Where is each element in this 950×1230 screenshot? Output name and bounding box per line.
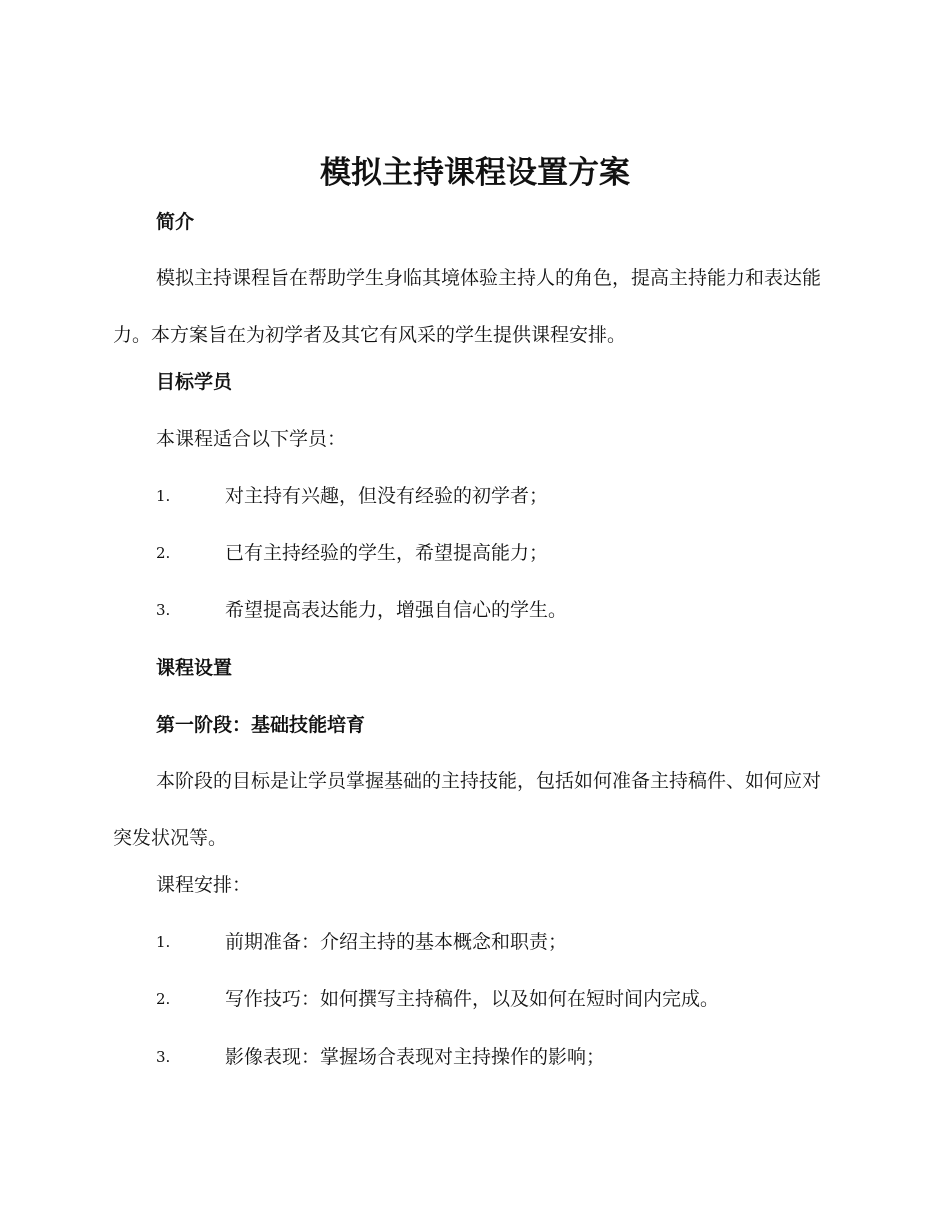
list-item-number: 3. [156,1048,171,1066]
section-heading-target: 目标学员 [156,371,233,393]
list-item-text: 影像表现：掌握场合表现对主持操作的影响； [225,1046,606,1068]
list-item-text: 前期准备：介绍主持的基本概念和职责； [225,931,568,953]
list-item-text: 已有主持经验的学生，希望提高能力； [225,542,549,564]
document-title: 模拟主持课程设置方案 [320,155,630,191]
target-lead-text: 本课程适合以下学员： [156,428,347,450]
stage1-lead-text: 课程安排： [156,874,252,896]
list-item-number: 1. [156,933,171,951]
section-heading-intro: 简介 [156,211,195,233]
list-item-number: 1. [156,487,171,505]
intro-paragraph: 模拟主持课程旨在帮助学生身临其境体验主持人的角色，提高主持能力和表达能力。本方案旨在为初学者及其它有风采的学生提供课程安排。 [113,267,822,346]
list-item-text: 写作技巧：如何撰写主持稿件，以及如何在短时间内完成。 [225,988,720,1010]
subsection-heading-stage1: 第一阶段：基础技能培育 [156,714,366,736]
list-item-number: 3. [156,601,171,619]
list-item-text: 对主持有兴趣，但没有经验的初学者； [225,485,549,507]
stage1-paragraph: 本阶段的目标是让学员掌握基础的主持技能，包括如何准备主持稿件、如何应对突发状况等。 [113,770,822,849]
list-item-number: 2. [156,990,171,1008]
list-item-number: 2. [156,544,171,562]
section-heading-course: 课程设置 [156,657,233,679]
list-item-text: 希望提高表达能力，增强自信心的学生。 [225,599,568,621]
